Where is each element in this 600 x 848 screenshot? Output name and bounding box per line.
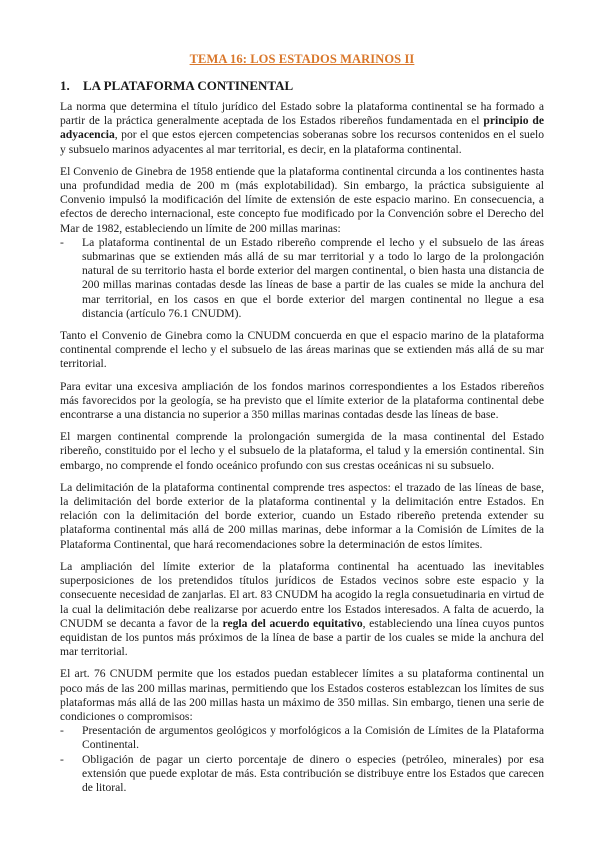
paragraph-2: El Convenio de Ginebra de 1958 entiende que la plataforma continental circunda a los continentes hasta una profundidad media de 200 m (más explotabilidad). Sin embargo, la práctica subsiguiente al Convenio impulsó la modificación del límite de extensión de este espacio marino. En consecuencia, a efectos de derecho internacional, este concepto fue modificado por la Convención sobre el Derecho del Mar de 1982, estableciendo un límite de 200 millas marinas: xyxy=(60,164,544,235)
bullet-list-2 xyxy=(60,724,544,795)
paragraph-1-bold: principio de adyacencia xyxy=(60,114,544,142)
list-item xyxy=(60,724,544,752)
document-page xyxy=(60,52,544,803)
section-heading xyxy=(60,78,544,94)
document-title: TEMA 16: LOS ESTADOS MARINOS II xyxy=(189,52,415,66)
paragraph-8: El art. 76 CNUDM permite que los estados puedan establecer límites a su plataforma continental un poco más de las 200 millas marinas, permitiendo que los Estados costeros establezcan los límites de sus plataformas más allá de las 200 millas hasta un máximo de 350 millas. Sin embargo, tienen una serie de condiciones o compromisos: xyxy=(60,667,544,723)
paragraph-7-text-c: , estableciendo una línea cuyos puntos equidistan de los puntos más próximos de la línea de base a partir de los cuales se mide la anchura del mar territorial. xyxy=(60,616,544,659)
list-item xyxy=(60,236,544,321)
list-item-text: Obligación de pagar un cierto porcentaje de dinero o especies (petróleo, minerales) por esa extensión que puede explotar de más. Esta contribución se distribuye entre los Estados que carecen de litoral. xyxy=(82,752,544,794)
paragraph-1-text-a: La norma que determina el título jurídico del Estado sobre la plataforma continental se ha formado a partir de la práctica generalmente aceptada de los Estados ribereños fundamentada en el xyxy=(60,100,544,128)
paragraph-7-text-a: La ampliación del límite exterior de la plataforma continental ha acentuado las inevitables superposiciones de los pretendidos títulos jurídicos de Estados vecinos sobre este espacio y la consecuente necesidad de zanjarlas. El art. 83 CNUDM ha acogido la regla consuetudinaria en virtud de la cual la delimitación debe realizarse por acuerdo entre los Estados interesados. A falta de acuerdo, la CNUDM se decanta a favor de la xyxy=(60,559,544,630)
list-item xyxy=(60,753,544,796)
bullet-list-1 xyxy=(60,236,544,321)
list-item-text: Presentación de argumentos geológicos y morfológicos a la Comisión de Límites de la Plataforma Continental. xyxy=(82,724,544,752)
paragraph-1-text-c: , por el que estos ejercen competencias soberanas sobre los recursos contenidos en el suelo y subsuelo marinos adyacentes al mar territorial, es decir, en la plataforma continental. xyxy=(60,128,544,156)
paragraph-6: La delimitación de la plataforma continental comprende tres aspectos: el trazado de las líneas de base, la delimitación del borde exterior de la plataforma continental y la delimitación entre Estados. En relación con la delimitación del borde exterior, cuando un Estado ribereño pretenda extender su plataforma continental más allá de 200 millas marinas, debe informar a la Comisión de Límites de la Plataforma Continental, que hará recomendaciones sobre la determinación de estos límites. xyxy=(60,480,544,551)
dash-marker: - xyxy=(60,724,64,738)
paragraph-7-bold: regla del acuerdo equitativo xyxy=(222,616,363,630)
paragraph-3: Tanto el Convenio de Ginebra como la CNUDM concuerda en que el espacio marino de la plataforma continental comprende el lecho y el subsuelo de las áreas marinas que se extienden más allá de su mar territorial. xyxy=(60,329,544,371)
dash-marker: - xyxy=(60,235,64,249)
section-number: 1. xyxy=(60,78,70,93)
section-label: LA PLATAFORMA CONTINENTAL xyxy=(83,78,294,93)
list-item-text: La plataforma continental de un Estado ribereño comprende el lecho y el subsuelo de las áreas submarinas que se extienden más allá de su mar territorial y a todo lo largo de la prolongación natural de su territorio hasta el borde exterior del margen continental, o bien hasta una distancia de 200 millas marinas contadas desde las líneas de base a partir de las cuales se mide la anchura del mar territorial, en los casos en que el borde exterior del margen continental no llegue a esa distancia (artículo 76.1 CNUDM). xyxy=(82,235,544,320)
paragraph-7 xyxy=(60,560,544,659)
paragraph-1 xyxy=(60,100,544,157)
dash-marker: - xyxy=(60,752,64,766)
paragraph-5: El margen continental comprende la prolongación sumergida de la masa continental del Estado ribereño, constituido por el lecho y el subsuelo de la plataforma, el talud y la emersión continental. Sin embargo, no comprende el fondo oceánico profundo con sus crestas oceánicas ni su subsuelo. xyxy=(60,430,544,472)
paragraph-4: Para evitar una excesiva ampliación de los fondos marinos correspondientes a los Estados ribereños más favorecidos por la geología, se ha previsto que el límite exterior de la plataforma continental debe encontrarse a una distancia no superior a 350 millas marinas contadas desde las líneas de base. xyxy=(60,379,544,422)
